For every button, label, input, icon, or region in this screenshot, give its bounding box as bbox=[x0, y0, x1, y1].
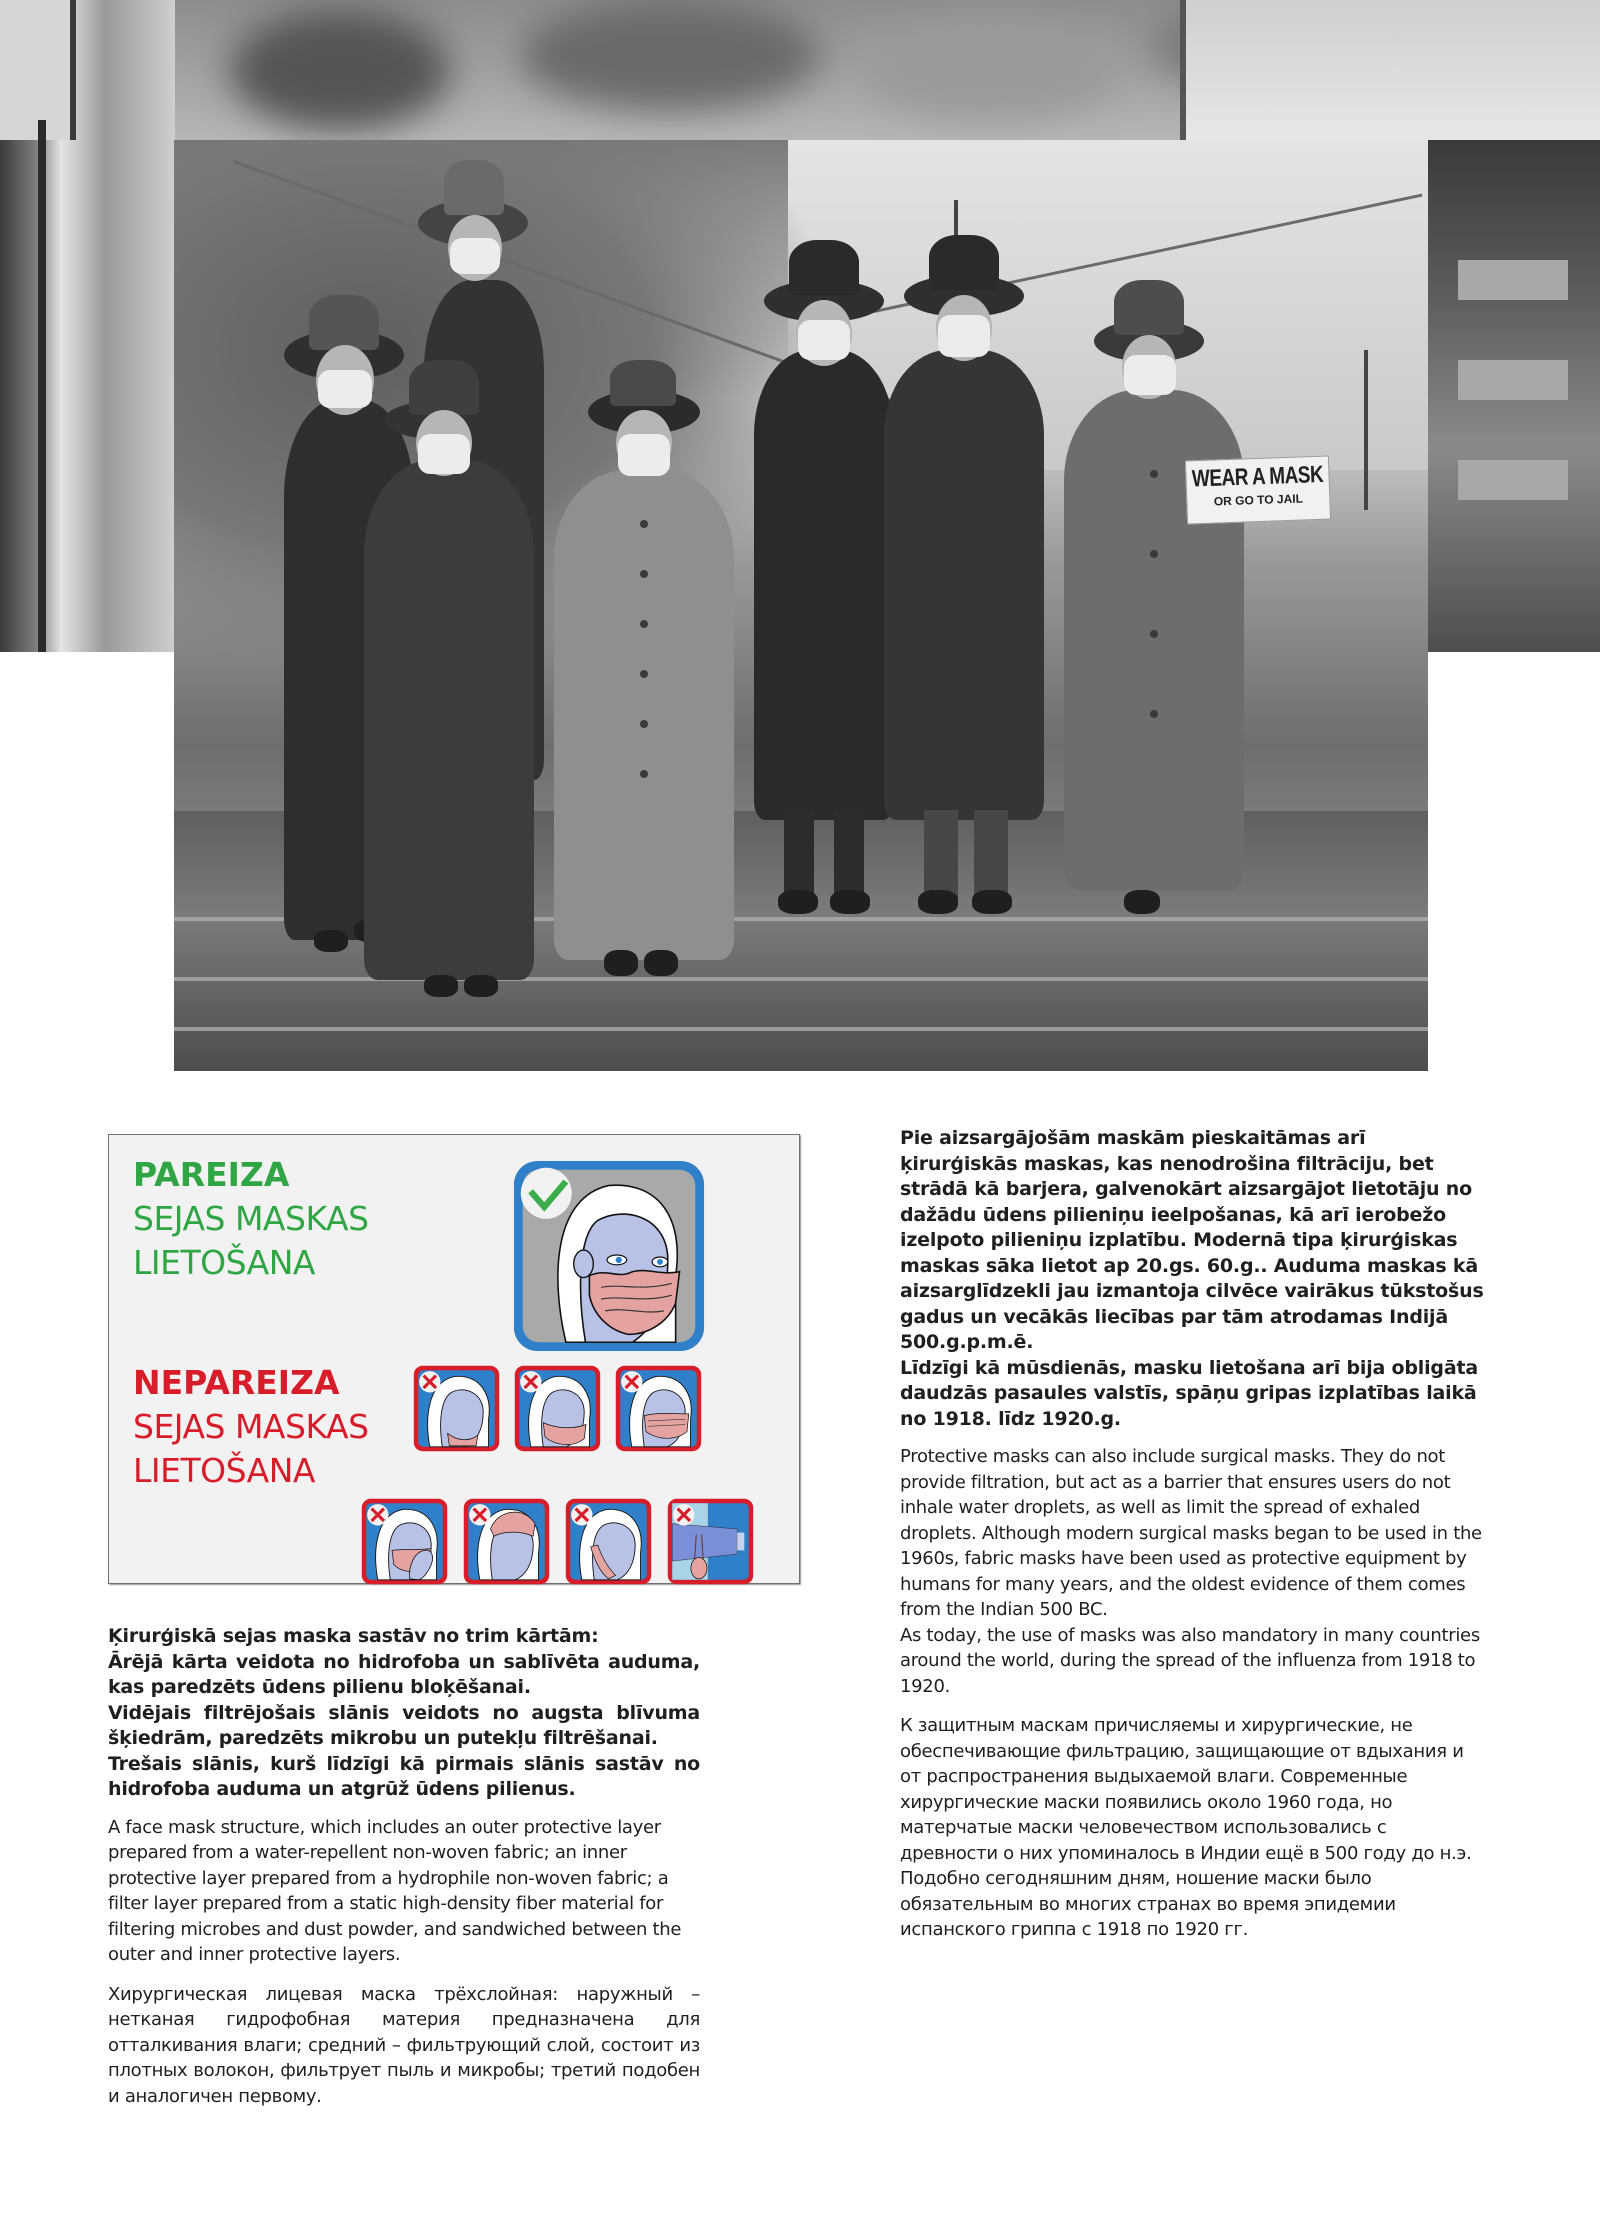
latvian-mask-layers-text bbox=[108, 1624, 700, 1803]
incorrect-title: NEPAREIZA bbox=[133, 1363, 340, 1402]
incorrect-tile-loose-mask bbox=[614, 1364, 703, 1453]
incorrect-tile-mask-on-arm bbox=[666, 1497, 755, 1586]
english-paragraph: Protective masks can also include surgical masks. They do not provide filtration, but act as a barrier that ensures users do not inhale water droplets, as well as limit the spread of exhaled droplets. Although modern surgical masks began to be used in the 1960s, fabric masks have been used as protective equipment by humans for many years, and the oldest evidence of them comes from the Indian 500 BC. bbox=[900, 1446, 1482, 1620]
latvian-paragraph: Pie aizsargājošām maskām pieskaitāmas arī ķirurģiskās maskas, kas nenodrošina filtrāciju, bet strādā kā barjera, galvenokārt aizsargājot lietotāju no dažādu ūdens pilieniņu ieelpošanas, kā arī ierobežo izelpoto pilieniņu izplatību. Modernā tipa ķirurģiskas maskas sāka lietot ap 20.gs. 60.g.. Auduma maskas kā aizsarglīdzekli jau izmantoja cilvēce vairākus tūkstošus gadus un vecākās liecības par tām atrodamas Indijā 500.g.p.m.ē. bbox=[900, 1127, 1484, 1353]
incorrect-tile-mask-on-chin bbox=[412, 1364, 501, 1453]
historical-photo-masked-people-1918 bbox=[174, 140, 1428, 1071]
english-paragraph: As today, the use of masks was also mandatory in many countries around the world, during the spread of the influenza from 1918 to 1920. bbox=[900, 1624, 1480, 1697]
latvian-line: Vidējais filtrējošais slānis veidots no augsta blīvuma šķiedrām, paredzēts mikrobu un putekļu filtrēšanai. bbox=[108, 1701, 700, 1749]
right-text-column bbox=[900, 1126, 1485, 1957]
person-6 bbox=[874, 220, 1054, 1020]
left-text-column bbox=[108, 1624, 700, 2123]
correct-subtitle-line-1: SEJAS MASKAS bbox=[133, 1199, 369, 1238]
incorrect-tile-mask-below-nose bbox=[513, 1364, 602, 1453]
latvian-history-text bbox=[900, 1126, 1485, 1432]
sign-line-2: OR GO TO JAIL bbox=[1213, 491, 1304, 509]
incorrect-tile-mask-hanging-one-ear bbox=[564, 1497, 653, 1586]
russian-mask-layers-text: Хирургическая лицевая маска трёхслойная: наружный – нетканая гидрофобная материя предназначена для отталкивания влаги; средний – фильтрующий слой, состоит из плотных волокон, фильтрует пыль и микробы; третий подобен и аналогичен первому. bbox=[108, 1983, 700, 2107]
person-3 bbox=[344, 350, 544, 1070]
incorrect-subtitle-line-1: SEJAS MASKAS bbox=[133, 1407, 369, 1446]
latvian-line: Trešais slānis, kurš līdzīgi kā pirmais slānis sastāv no hidrofoba auduma un atgrūž ūdens pilienus. bbox=[108, 1752, 700, 1800]
latvian-paragraph: Līdzīgi kā mūsdienās, masku lietošana arī bija obligāta daudzās pasaules valstīs, spāņu gripas izplatības laikā no 1918. līdz 1920.g. bbox=[900, 1356, 1478, 1430]
correct-mask-tile bbox=[511, 1158, 707, 1354]
correct-title: PAREIZA bbox=[133, 1155, 290, 1194]
latvian-line: Ārējā kārta veidota no hidrofoba un sablīvēta auduma, kas paredzēts ūdens pilienu bloķēšanai. bbox=[108, 1650, 700, 1698]
sign-line-1: WEAR A MASK bbox=[1191, 461, 1324, 493]
mask-usage-infographic bbox=[108, 1134, 800, 1584]
incorrect-tile-mask-on-forehead bbox=[462, 1497, 551, 1586]
background-right-building bbox=[1428, 140, 1600, 652]
correct-subtitle-line-2: LIETOŠANA bbox=[133, 1243, 315, 1282]
english-history-text bbox=[900, 1444, 1485, 1699]
background-left-street bbox=[0, 0, 175, 652]
english-mask-layers-text: A face mask structure, which includes an outer protective layer prepared from a water-repellent non-woven fabric; an inner protective layer prepared from a hydrophile non-woven fabric; a filter layer prepared from a static high-density fiber material for filtering microbes and dust powder, and sandwiched between the outer and inner protective layers. bbox=[108, 1816, 682, 1965]
correct-usage-heading bbox=[133, 1153, 369, 1285]
incorrect-usage-heading bbox=[133, 1361, 369, 1493]
wear-a-mask-sign bbox=[1185, 456, 1331, 525]
background-top-right-sky bbox=[1180, 0, 1600, 140]
russian-history-text bbox=[900, 1713, 1485, 1943]
person-7 bbox=[1054, 250, 1254, 1030]
russian-paragraph: К защитным маскам причисляемы и хирургические, не обеспечивающие фильтрацию, защищающие от вдыхания и от распространения выдыхаемой влаги. Современные хирургические маски появились около 1960 года, но матерчатые маски человечеством использовались с древности о них упоминалось в Индии ещё в 500 году до н.э. bbox=[900, 1715, 1472, 1864]
incorrect-subtitle-line-2: LIETOŠANA bbox=[133, 1451, 315, 1490]
russian-paragraph: Подобно сегодняшним дням, ношение маски было обязательным во многих странах во время эпидемии испанского гриппа с 1918 по 1920 гг. bbox=[900, 1868, 1396, 1940]
incorrect-tile-touching-mask bbox=[360, 1497, 449, 1586]
person-4 bbox=[544, 320, 744, 1060]
latvian-line: Ķirurģiskā sejas maska sastāv no trim kārtām: bbox=[108, 1625, 599, 1647]
